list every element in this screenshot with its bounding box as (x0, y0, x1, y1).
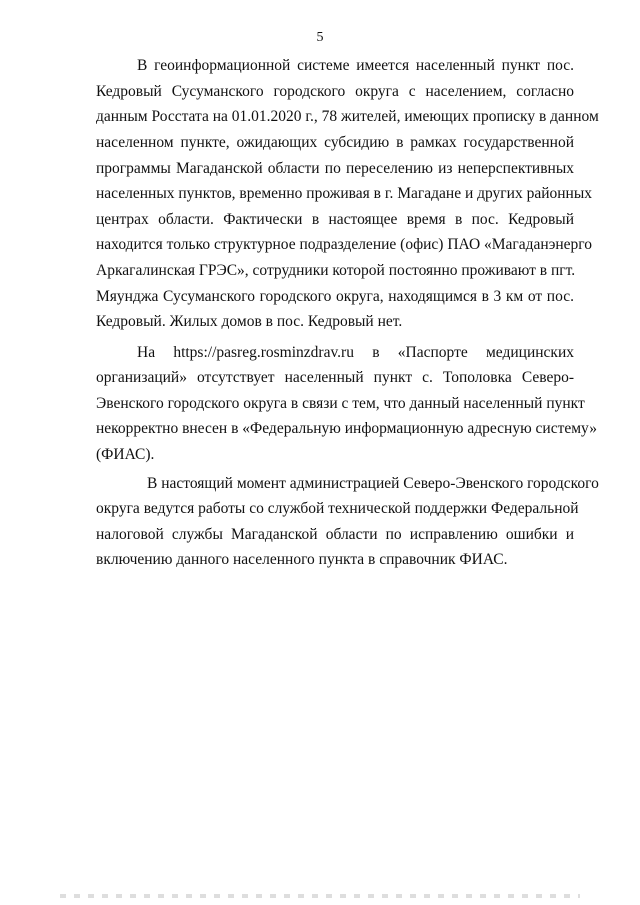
text-line: Кедровый. Жилых домов в пос. Кедровый нет. (96, 313, 403, 330)
text-line: Эвенского городского округа в связи с тем, что данный населенный пункт (96, 395, 585, 412)
text-line: В настоящий момент администрацией Северо-Эвенского городского (147, 475, 599, 492)
text-line: Аркагалинская ГРЭС», сотрудники которой постоянно проживают в пгт. (96, 262, 576, 279)
text-line: населенном пункте, ожидающих субсидию в рамках государственной (96, 134, 574, 151)
page-number: 5 (316, 30, 324, 45)
text-line: налоговой службы Магаданской области по исправлению ошибки и (96, 526, 574, 543)
text-line: Кедровый Сусуманского городского округа с населением, согласно (96, 83, 574, 100)
text-line: округа ведутся работы со службой технической поддержки Федеральной (96, 500, 579, 517)
text-line: центрах области. Фактически в настоящее время в пос. Кедровый (96, 211, 574, 228)
scan-artifact (60, 894, 580, 898)
text-line: организаций» отсутствует населенный пункт с. Тополовка Северо- (96, 369, 574, 386)
text-line: населенных пунктов, временно проживая в г. Магадане и других районных (96, 185, 593, 202)
text-line: В геоинформационной системе имеется населенный пункт пос. (137, 57, 574, 74)
text-line: некорректно внесен в «Федеральную информационную адресную систему» (96, 420, 597, 437)
text-line: данным Росстата на 01.01.2020 г., 78 жителей, имеющих прописку в данном (96, 108, 599, 125)
text-line: Мяунджа Сусуманского городского округа, находящимся в 3 км от пос. (96, 288, 574, 305)
text-line: включению данного населенного пункта в справочник ФИАС. (96, 551, 508, 568)
text-line: находится только структурное подразделение (офис) ПАО «Магаданэнерго (96, 236, 593, 253)
text-line: На https://pasreg.rosminzdrav.ru в «Паспорте медицинских (137, 344, 574, 361)
text-line: (ФИАС). (96, 446, 155, 463)
text-line: программы Магаданской области по переселению из неперспективных (96, 160, 574, 177)
